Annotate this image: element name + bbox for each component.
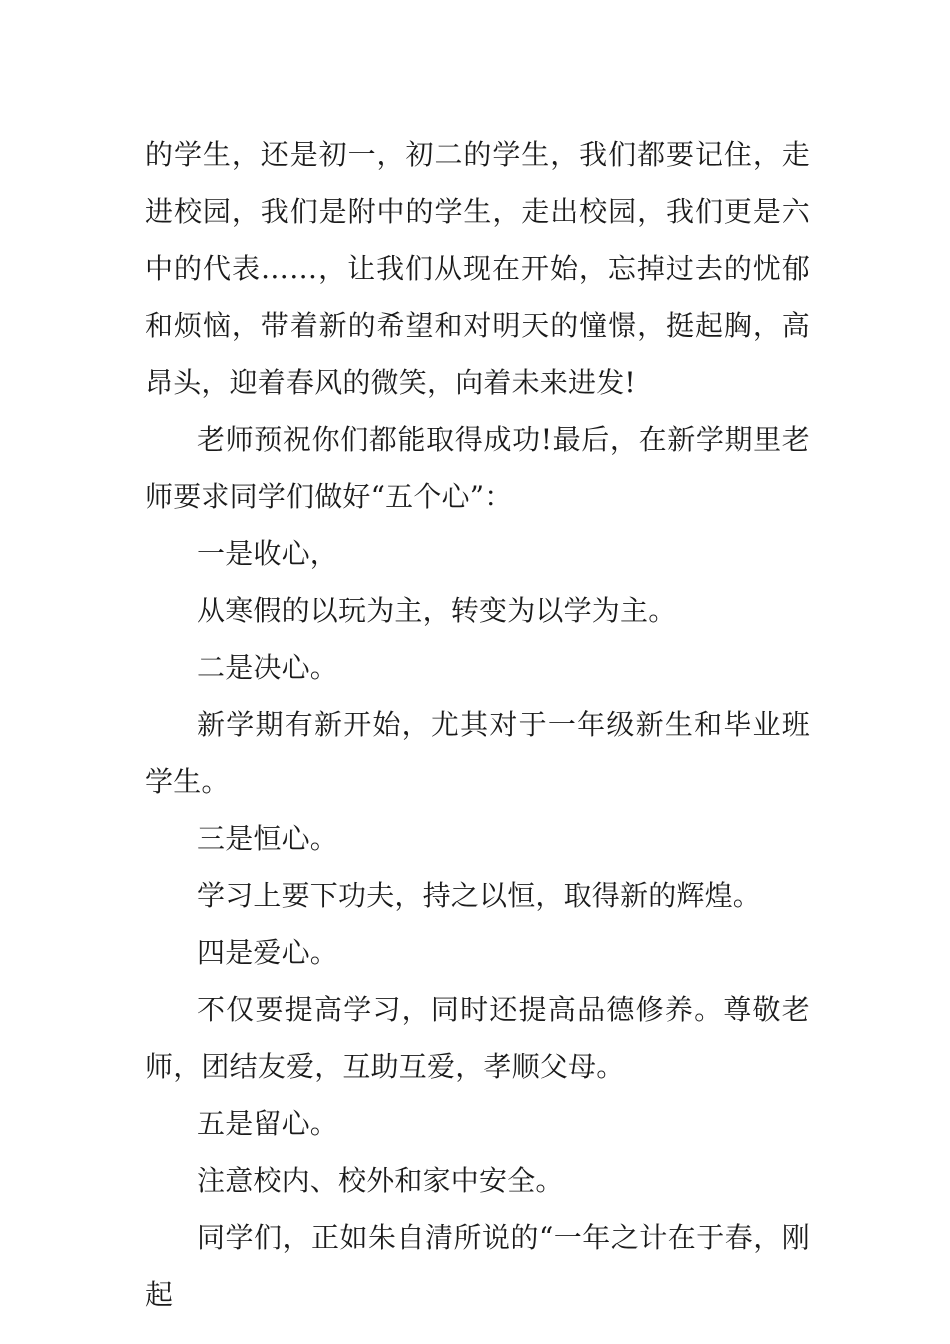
paragraph-heading-3: 三是恒心。 — [197, 822, 339, 855]
paragraph-continuation: 的学生，还是初一，初二的学生，我们都要记住，走进校园，我们是附中的学生，走出校园，我们更是六中的代表……，让我们从现在开始，忘掉过去的忧郁和烦恼，带着新的希望和对明天的憧憬，挺起胸，高昂头，迎着春风的微笑，向着未来进发! — [145, 138, 810, 399]
paragraph-wishes: 老师预祝你们都能取得成功!最后，在新学期里老师要求同学们做好“五个心”： — [145, 423, 810, 513]
paragraph-heading-1: 一是收心， — [197, 537, 339, 570]
paragraph-detail-1: 从寒假的以玩为主，转变为以学为主。 — [197, 594, 677, 627]
paragraph-detail-5: 注意校内、校外和家中安全。 — [197, 1164, 564, 1197]
document-body — [145, 126, 810, 1323]
paragraph-heading-2: 二是决心。 — [197, 651, 339, 684]
paragraph-detail-2: 新学期有新开始，尤其对于一年级新生和毕业班学生。 — [145, 708, 810, 798]
paragraph-detail-3: 学习上要下功夫，持之以恒，取得新的辉煌。 — [197, 879, 762, 912]
paragraph-heading-4: 四是爱心。 — [197, 936, 339, 969]
paragraph-detail-4: 不仅要提高学习，同时还提高品德修养。尊敬老师，团结友爱，互助互爱，孝顺父母。 — [145, 993, 810, 1083]
paragraph-closing: 同学们，正如朱自清所说的“一年之计在于春，刚起 — [145, 1221, 810, 1311]
paragraph-heading-5: 五是留心。 — [197, 1107, 339, 1140]
